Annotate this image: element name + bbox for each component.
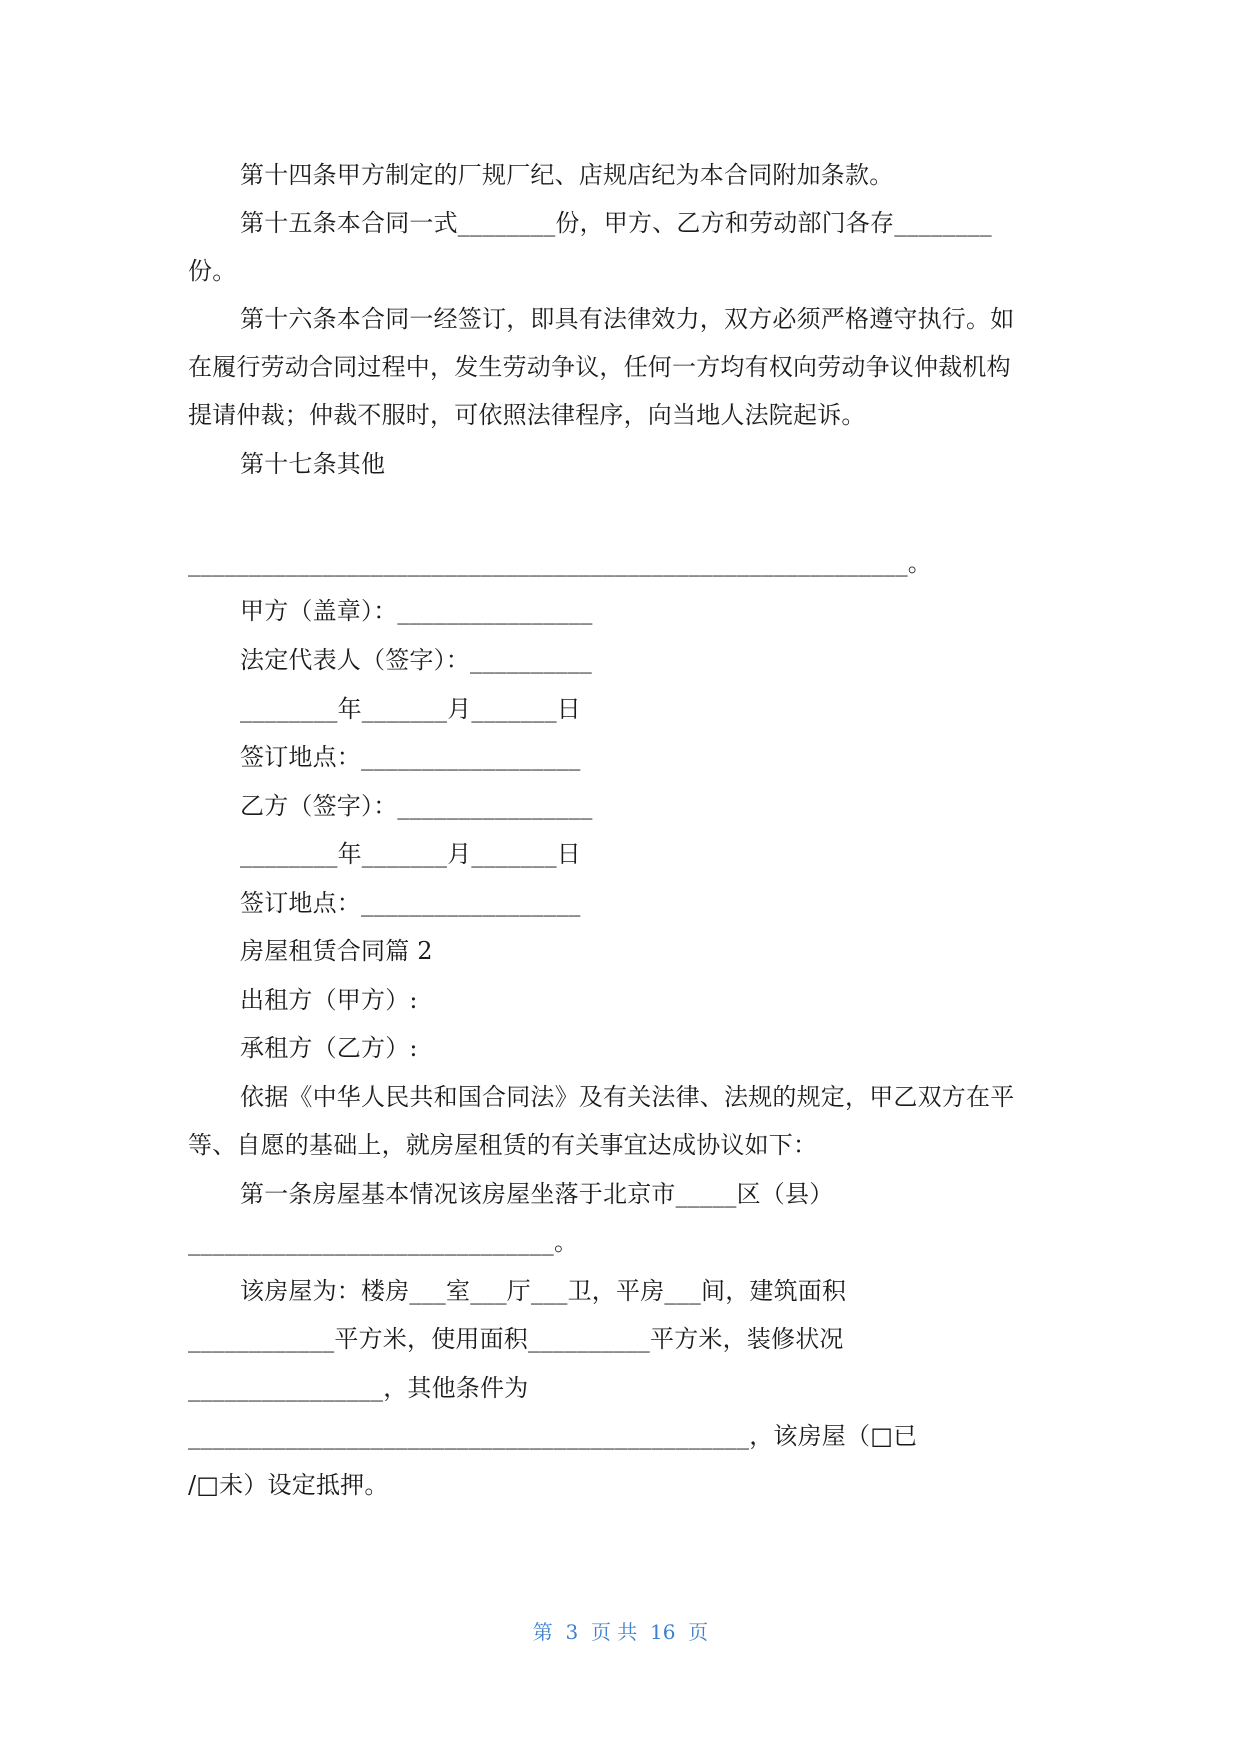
article-16-text: 第十六条本合同一经签订，即具有法律效力，双方必须严格遵守执行。如 bbox=[240, 305, 1015, 333]
lessor-line: 出租方（甲方）: bbox=[240, 986, 418, 1014]
article-14-text: 第十四条甲方制定的厂规厂纪、店规店纪为本合同附加条款。 bbox=[240, 161, 894, 189]
party-b-date-line: ________年_______月_______日 bbox=[240, 840, 581, 868]
party-a-date-line: ________年_______月_______日 bbox=[240, 695, 581, 723]
legal-representative-line: 法定代表人（签字）：__________ bbox=[240, 646, 592, 674]
section-heading: 房屋租赁合同篇 2 bbox=[240, 937, 433, 965]
article-17-text: 第十七条其他 bbox=[240, 450, 386, 478]
article-1-continuation: ______________________________。 bbox=[188, 1228, 579, 1256]
party-b-place-line: 签订地点：__________________ bbox=[240, 889, 581, 917]
article-16-continuation-1: 在履行劳动合同过程中，发生劳动争议，任何一方均有权向劳动争议仲裁机构 bbox=[188, 353, 1011, 381]
lessee-line: 承租方（乙方）: bbox=[240, 1034, 418, 1062]
page-number-footer: 第 3 页 共 16 页 bbox=[532, 1620, 709, 1644]
party-a-seal-line: 甲方（盖章）：________________ bbox=[240, 597, 593, 625]
blank-line-other: ___________________________________________________________。 bbox=[188, 549, 932, 577]
house-description-line-5: /□未）设定抵押。 bbox=[188, 1471, 389, 1499]
article-15-continuation: 份。 bbox=[188, 257, 237, 285]
house-description-line-1: 该房屋为：楼房___室___厅___卫，平房___间，建筑面积 bbox=[240, 1277, 847, 1305]
article-16-continuation-2: 提请仲裁；仲裁不服时，可依照法律程序，向当地人法院起诉。 bbox=[188, 401, 866, 429]
house-description-line-2: ____________平方米，使用面积__________平方米，装修状况 bbox=[188, 1325, 844, 1353]
party-b-signature-line: 乙方（签字）：________________ bbox=[240, 792, 593, 820]
house-description-line-3: ________________，其他条件为 bbox=[188, 1374, 529, 1402]
preamble-line-2: 等、自愿的基础上，就房屋租赁的有关事宜达成协议如下： bbox=[188, 1131, 818, 1159]
party-a-place-line: 签订地点：__________________ bbox=[240, 743, 581, 771]
article-15-text: 第十五条本合同一式________份，甲方、乙方和劳动部门各存________ bbox=[240, 209, 992, 237]
house-description-line-4: ______________________________________________，该房屋（□已 bbox=[188, 1422, 918, 1450]
article-1-text: 第一条房屋基本情况该房屋坐落于北京市_____区（县） bbox=[240, 1180, 834, 1208]
preamble-line-1: 依据《中华人民共和国合同法》及有关法律、法规的规定，甲乙双方在平 bbox=[240, 1083, 1015, 1111]
